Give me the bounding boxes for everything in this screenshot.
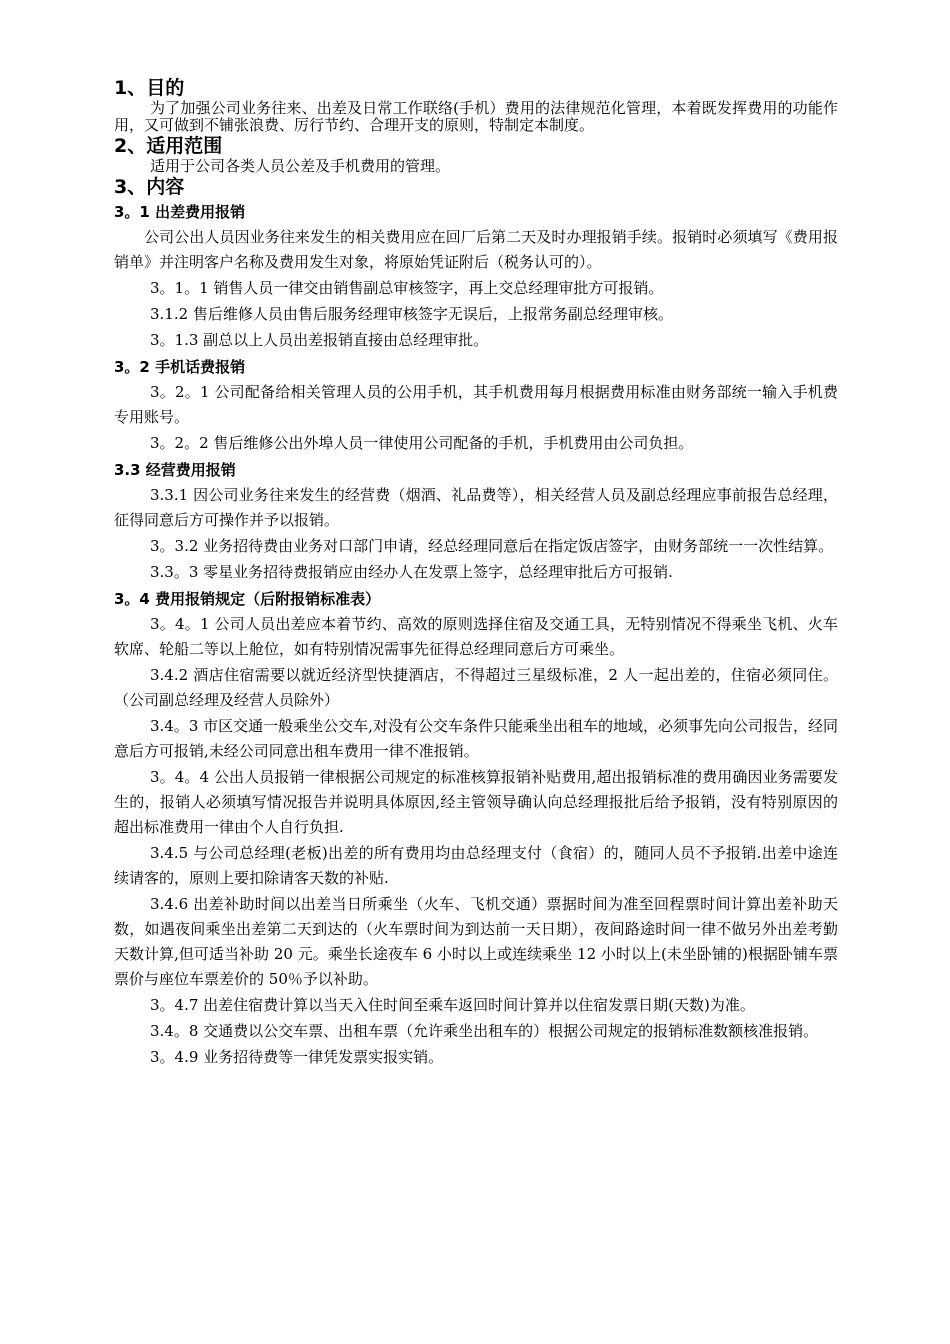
paragraph-3-4-2: 3.4.2 酒店住宿需要以就近经济型快捷酒店，不得超过三星级标准，2 人一起出差的，住宿必须同住。（公司副总经理及经营人员除外） (114, 666, 838, 709)
paragraph-3-4-8: 3.4。8 交通费以公交车票、出租车票（允许乘坐出租车的）根据公司规定的报销标准数额核准报销。 (150, 1022, 819, 1040)
section-1-title: 1、目的 (114, 77, 185, 99)
paragraph-3-4-4: 3。4。4 公出人员报销一律根据公司规定的标准核算报销补贴费用,超出报销标准的费用确因业务需要发生的，报销人必须填写情况报告并说明具体原因,经主管领导确认向总经理报批后给予报销，没有特别原因的超出标准费用一律由个人自行负担. (114, 768, 838, 836)
section-1-text: 为了加强公司业务往来、出差及日常工作联络(手机）费用的法律规范化管理，本着既发挥费用的功能作用，又可做到不铺张浪费、厉行节约、合理开支的原则，特制定本制度。 (114, 99, 838, 134)
section-3-title: 3、内容 (114, 176, 185, 198)
subsection-3-3-title: 3.3 经营费用报销 (114, 461, 236, 479)
paragraph-3-1-3: 3。1.3 副总以上人员出差报销直接由总经理审批。 (150, 331, 489, 349)
paragraph-3-4-9: 3。4.9 业务招待费等一律凭发票实报实销。 (150, 1048, 444, 1066)
paragraph-3-3-2: 3。3.2 业务招待费由业务对口部门申请，经总经理同意后在指定饭店签字，由财务部统一一次性结算。 (150, 537, 834, 555)
paragraph-3-4-5: 3.4.5 与公司总经理(老板)出差的所有费用均由总经理支付（食宿）的，随同人员不予报销.出差中途连续请客的，原则上要扣除请客天数的补贴. (114, 844, 838, 887)
paragraph-3-3-3: 3.3。3 零星业务招待费报销应由经办人在发票上签字，总经理审批后方可报销. (150, 563, 673, 581)
paragraph-3-4-7: 3。4.7 出差住宿费计算以当天入住时间至乘车返回时间计算并以住宿发票日期(天数)为准。 (150, 996, 755, 1014)
subsection-3-4-title: 3。4 费用报销规定（后附报销标准表） (114, 590, 381, 608)
document-body (114, 76, 838, 1071)
subsection-3-2-title: 3。2 手机话费报销 (114, 358, 246, 376)
paragraph-3-4-6: 3.4.6 出差补助时间以出差当日所乘坐（火车、飞机交通）票据时间为准至回程票时间计算出差补助天数，如遇夜间乘坐出差第二天到达的（火车票时间为到达前一天日期），夜间路途时间一律不做另外出差考勤天数计算,但可适当补助 20 元。乘坐长途夜车 6 小时以上或连续乘坐 12 小时以上(未坐卧铺的)根据卧铺车票票价与座位车票差价的 50％予以补助。 (114, 895, 838, 988)
section-2-title: 2、适用范围 (114, 135, 223, 157)
paragraph-3-2-2: 3。2。2 售后维修公出外埠人员一律使用公司配备的手机，手机费用由公司负担。 (150, 434, 694, 452)
paragraph-3-2-1: 3。2。1 公司配备给相关管理人员的公用手机，其手机费用每月根据费用标准由财务部统一输入手机费专用账号。 (114, 383, 838, 426)
paragraph-3-4-3: 3.4。3 市区交通一般乘坐公交车,对没有公交车条件只能乘坐出租车的地域，必须事先向公司报告，经同意后方可报销,未经公司同意出租车费用一律不准报销。 (114, 717, 838, 760)
paragraph-3-1-intro: 公司公出人员因业务往来发生的相关费用应在回厂后第二天及时办理报销手续。报销时必须填写《费用报销单》并注明客户名称及费用发生对象，将原始凭证附后（税务认可的）。 (114, 228, 838, 271)
paragraph-3-4-1: 3。4。1 公司人员出差应本着节约、高效的原则选择住宿及交通工具，无特别情况不得乘坐飞机、火车软席、轮船二等以上舱位，如有特别情况需事先征得总经理同意后方可乘坐。 (114, 615, 838, 658)
paragraph-3-1-1: 3。1。1 销售人员一律交由销售副总审核签字，再上交总经理审批方可报销。 (150, 279, 664, 297)
section-2-text: 适用于公司各类人员公差及手机费用的管理。 (150, 157, 451, 175)
subsection-3-1-title: 3。1 出差费用报销 (114, 203, 246, 221)
paragraph-3-3-1: 3.3.1 因公司业务往来发生的经营费（烟酒、礼品费等），相关经营人员及副总经理应事前报告总经理，征得同意后方可操作并予以报销。 (114, 486, 838, 529)
paragraph-3-1-2: 3.1.2 售后维修人员由售后服务经理审核签字无误后，上报常务副总经理审核。 (150, 305, 673, 323)
